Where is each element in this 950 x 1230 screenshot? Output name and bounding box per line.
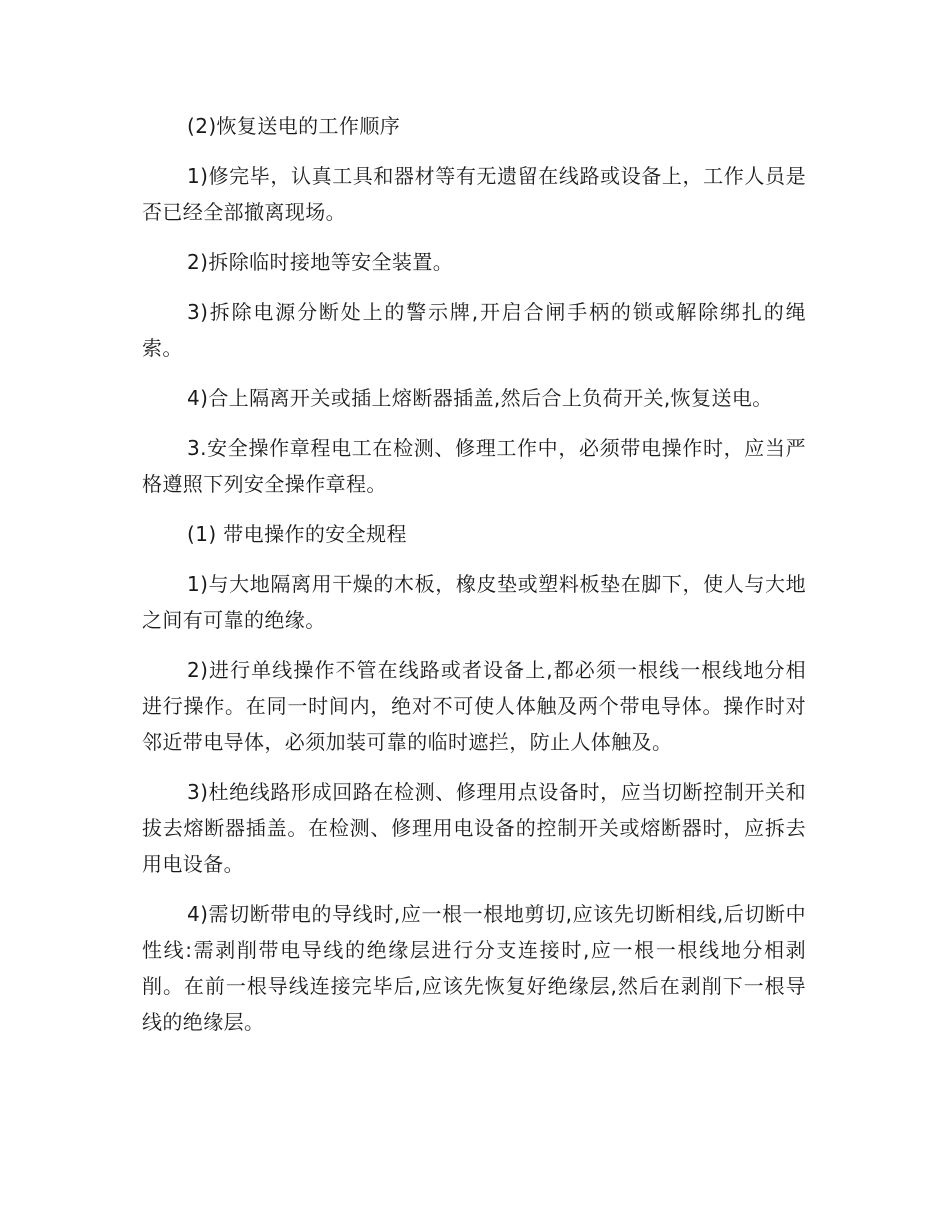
paragraph-restore-step-2: 2)拆除临时接地等安全装置。 <box>187 250 454 274</box>
paragraph-restore-step-1: 1)修完毕，认真工具和器材等有无遗留在线路或设备上，工作人员是否已经全部撤离现场。 <box>142 164 806 224</box>
paragraph-restore-step-4: 4)合上隔离开关或插上熔断器插盖,然后合上负荷开关,恢复送电。 <box>187 386 773 410</box>
paragraph-live-work-rule-4: 4)需切断带电的导线时,应一根一根地剪切,应该先切断相线,后切断中性线:需剥削带电导线的绝缘层进行分支连接时,应一根一根线地分相剥削。在前一根导线连接完毕后,应该先恢复好绝缘层,然后在剥削下一根导线的绝缘层。 <box>142 902 806 1034</box>
paragraph-restore-step-3: 3)拆除电源分断处上的警示牌,开启合闸手柄的锁或解除绑扎的绳索。 <box>142 300 806 360</box>
section-heading-restore-power: (2)恢复送电的工作顺序 <box>187 114 401 138</box>
section-heading-live-work: (1) 带电操作的安全规程 <box>187 522 407 546</box>
paragraph-safety-rules-intro: 3.安全操作章程电工在检测、修理工作中，必须带电操作时，应当严格遵照下列安全操作章程。 <box>142 436 806 496</box>
paragraph-live-work-rule-3: 3)杜绝线路形成回路在检测、修理用点设备时，应当切断控制开关和拔去熔断器插盖。在检测、修理用电设备的控制开关或熔断器时，应拆去用电设备。 <box>142 780 806 876</box>
paragraph-live-work-rule-2: 2)进行单线操作不管在线路或者设备上,都必须一根线一根线地分相进行操作。在同一时间内，绝对不可使人体触及两个带电导体。操作时对邻近带电导体，必须加装可靠的临时遮拦，防止人体触及。 <box>142 658 806 754</box>
document-body <box>142 108 806 1054</box>
paragraph-live-work-rule-1: 1)与大地隔离用干燥的木板，橡皮垫或塑料板垫在脚下，使人与大地之间有可靠的绝缘。 <box>142 572 806 632</box>
